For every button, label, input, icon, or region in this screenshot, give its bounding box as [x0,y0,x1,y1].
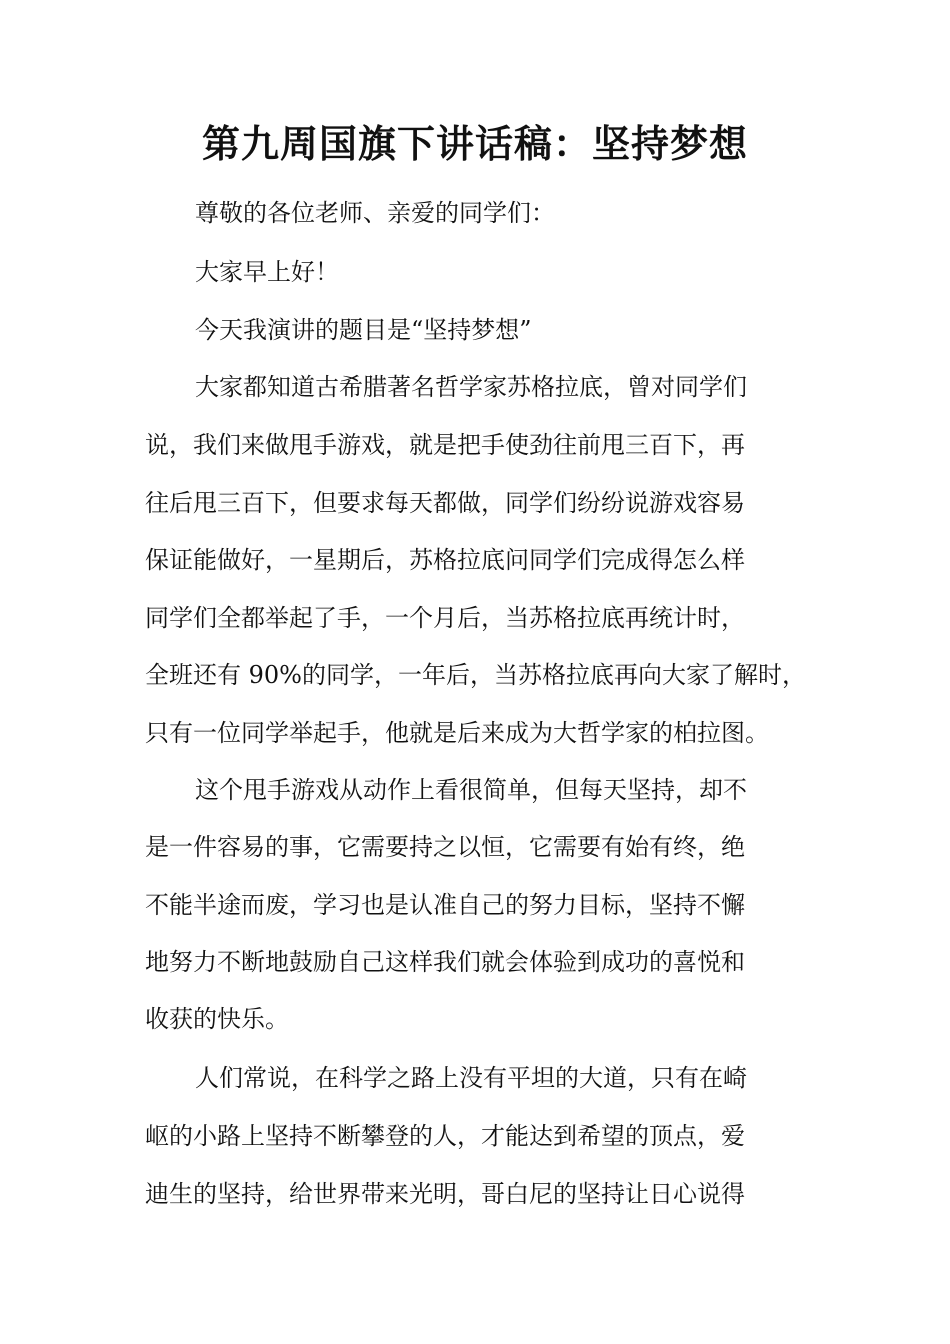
paragraph-line: 保证能做好，一星期后，苏格拉底问同学们完成得怎么样 [145,546,745,574]
salutation-line: 大家早上好！ [195,258,339,286]
paragraph-line: 只有一位同学举起手，他就是后来成为大哲学家的柏拉图。 [145,719,769,747]
paragraph-line: 地努力不断地鼓励自己这样我们就会体验到成功的喜悦和 [145,948,745,976]
paragraph-line: 大家都知道古希腊著名哲学家苏格拉底，曾对同学们 [195,373,747,401]
paragraph-line: 这个甩手游戏从动作上看很简单，但每天坚持，却不 [195,776,747,804]
paragraph-line: 全班还有 90%的同学，一年后，当苏格拉底再向大家了解时， [145,661,806,689]
paragraph-line: 不能半途而废，学习也是认准自己的努力目标，坚持不懈 [145,891,745,919]
page-title: 第九周国旗下讲话稿：坚持梦想 [201,121,748,166]
paragraph-line: 同学们全都举起了手，一个月后，当苏格拉底再统计时， [145,604,745,632]
paragraph-line: 人们常说，在科学之路上没有平坦的大道，只有在崎 [195,1064,747,1092]
paragraph-line: 往后甩三百下，但要求每天都做，同学们纷纷说游戏容易 [145,489,745,517]
greeting-line: 尊敬的各位老师、亲爱的同学们： [195,199,555,227]
paragraph-line: 收获的快乐。 [145,1005,289,1033]
paragraph-line: 说，我们来做甩手游戏，就是把手使劲往前甩三百下，再 [145,431,745,459]
paragraph-line: 是一件容易的事，它需要持之以恒，它需要有始有终，绝 [145,833,745,861]
paragraph-line: 岖的小路上坚持不断攀登的人，才能达到希望的顶点，爱 [145,1122,745,1150]
topic-line: 今天我演讲的题目是“坚持梦想” [195,316,532,344]
paragraph-line: 迪生的坚持，给世界带来光明，哥白尼的坚持让日心说得 [145,1180,745,1208]
